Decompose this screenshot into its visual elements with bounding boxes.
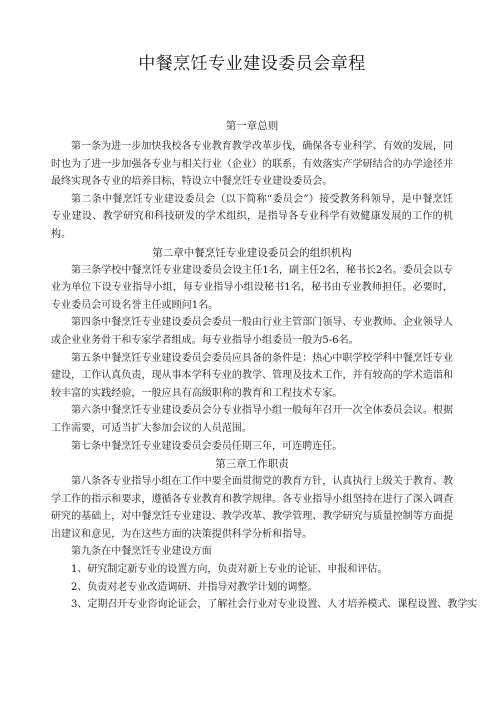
article-4: 第四条中餐烹饪专业建设委员会委员一般由行业主管部门领导、专业教师、企业领导人或企业业务骨干和专家学者组成。每专业指导小组委员一般为5-6名。 — [51, 317, 453, 346]
article-7: 第七条中餐烹饪专业建设委员会委员任期三年，可连聘连任。 — [71, 440, 343, 452]
article-1: 第一条为进一步加快我校各专业教育教学改革步伐，确保各专业科学、有效的发展，同时也为了进一步加强各专业与相关行业（企业）的联系，有效落实产学研结合的办学途径并最终实现各专业的培养目标，特设立中餐烹饪专业建设委员会。 — [51, 141, 453, 188]
article-2: 第二条中餐烹饪专业建设委员会（以下简称“委员会”）接受教务科领导，是中餐烹饪专业建设、教学研究和科技研发的学术组织，是指导各专业科学有效健康发展的工作的机构。 — [51, 193, 453, 240]
chapter-3-heading: 第三章工作职责 — [215, 458, 289, 471]
list-item: 3、定期召开专业咨询论证会，了解社会行业对专业设置、人才培养模式、课程设置、教学实 — [71, 599, 478, 611]
article-6: 第六条中餐烹饪专业建设委员会分专业指导小组一般每年召开一次全体委员会议。根据工作需要，可适当扩大参加会议的人员范围。 — [51, 405, 453, 434]
chapter-2-heading: 第二章中餐烹饪专业建设委员会的组织机构 — [152, 246, 352, 259]
article-8: 第八条各专业指导小组在工作中要全面贯彻党的教育方针，认真执行上级关于教育、教学工作的指示和要求，遵循各专业教育和教学规律。各专业指导小组坚持在进行了深入调查研究的基础上，对中餐烹饪专业建设、教学改革、教学管理、教学研究与质量控制等方面提出建议和意见，为在这些方面的决策提供科学分析和指导。 — [51, 476, 453, 540]
chapter-1-heading: 第一章总则 — [225, 120, 279, 132]
document-title: 中餐烹饪专业建设委员会章程 — [138, 54, 366, 74]
list-item: 1、研究制定新专业的设置方向，负责对新上专业的论证、申报和评估。 — [71, 564, 388, 576]
article-9: 第九条在中餐烹饪专业建设方面 — [71, 546, 212, 558]
article-5: 第五条中餐烹饪专业建设委员会委员应具备的条件是：热心中职学校学科中餐烹饪专业建设，工作认真负责，现从事本学科专业的教学、管理及技术工作，并有较高的学术造诣和较丰富的实践经验，一般应具有高级职称的教育和工程技术专家。 — [51, 352, 453, 399]
list-item: 2、负责对老专业改造调研、并指导对教学计划的调整。 — [71, 581, 318, 593]
article-3: 第三条学校中餐烹饪专业建设委员会设主任1名，副主任2名，秘书长2名。委员会以专业为单位下设专业指导小组，每专业指导小组设秘书1名，秘书由专业教师担任。必要时，专业委员会可设名誉主任或顾问1名。 — [51, 264, 453, 311]
